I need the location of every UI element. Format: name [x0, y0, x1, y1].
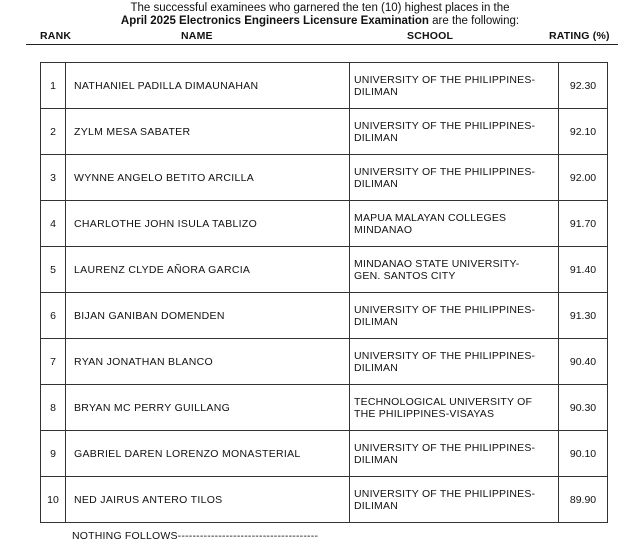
- table-row: [41, 477, 608, 523]
- rating-cell: 90.30: [559, 385, 608, 431]
- rank-cell: 5: [41, 247, 66, 293]
- rank-cell: 3: [41, 155, 66, 201]
- school-line-1: UNIVERSITY OF THE PHILIPPINES-: [354, 441, 536, 454]
- school-line-1: UNIVERSITY OF THE PHILIPPINES-: [354, 303, 536, 316]
- school-line-2: GEN. SANTOS CITY: [354, 269, 456, 282]
- exam-name: April 2025 Electronics Engineers Licensure Examination: [120, 15, 429, 27]
- table-row: [41, 109, 608, 155]
- rating-cell: 92.30: [559, 63, 608, 109]
- header-school: SCHOOL: [407, 30, 454, 42]
- table-row: [41, 293, 608, 339]
- name-cell: GABRIEL DAREN LORENZO MONASTERIAL: [66, 431, 350, 477]
- table-row: [41, 155, 608, 201]
- school-cell: [350, 385, 559, 431]
- rating-cell: 91.30: [559, 293, 608, 339]
- school-cell: [350, 201, 559, 247]
- rating-cell: 91.40: [559, 247, 608, 293]
- name-cell: BIJAN GANIBAN DOMENDEN: [66, 293, 350, 339]
- school-line-1: MAPUA MALAYAN COLLEGES: [354, 211, 507, 224]
- rank-cell: 6: [41, 293, 66, 339]
- rank-cell: 1: [41, 63, 66, 109]
- table-row: [41, 247, 608, 293]
- intro-line-1: The successful examinees who garnered the ten (10) highest places in the: [130, 2, 510, 14]
- school-cell: [350, 155, 559, 201]
- school-line-2: DILIMAN: [354, 85, 398, 98]
- rating-cell: 89.90: [559, 477, 608, 523]
- school-cell: [350, 477, 559, 523]
- school-line-2: DILIMAN: [354, 499, 398, 512]
- table-row: [41, 201, 608, 247]
- school-line-1: UNIVERSITY OF THE PHILIPPINES-: [354, 73, 536, 86]
- results-body: [41, 63, 608, 523]
- intro-text: [0, 2, 640, 28]
- school-cell: [350, 339, 559, 385]
- school-cell: [350, 63, 559, 109]
- intro-line-2-rest: are the following:: [428, 15, 520, 27]
- header-name: NAME: [181, 30, 213, 42]
- name-cell: RYAN JONATHAN BLANCO: [66, 339, 350, 385]
- header-rating: RATING (%): [549, 30, 610, 42]
- rating-cell: 92.00: [559, 155, 608, 201]
- school-line-2: DILIMAN: [354, 131, 398, 144]
- header-rule: [26, 44, 618, 45]
- school-cell: [350, 247, 559, 293]
- table-row: [41, 385, 608, 431]
- school-line-2: MINDANAO: [354, 223, 413, 236]
- table-row: [41, 339, 608, 385]
- name-cell: BRYAN MC PERRY GUILLANG: [66, 385, 350, 431]
- school-line-2: THE PHILIPPINES-VISAYAS: [354, 407, 495, 420]
- rank-cell: 4: [41, 201, 66, 247]
- school-line-2: DILIMAN: [354, 177, 398, 190]
- name-cell: NED JAIRUS ANTERO TILOS: [66, 477, 350, 523]
- name-cell: CHARLOTHE JOHN ISULA TABLIZO: [66, 201, 350, 247]
- name-cell: LAURENZ CLYDE AÑORA GARCIA: [66, 247, 350, 293]
- name-cell: NATHANIEL PADILLA DIMAUNAHAN: [66, 63, 350, 109]
- rating-cell: 91.70: [559, 201, 608, 247]
- rank-cell: 10: [41, 477, 66, 523]
- school-line-2: DILIMAN: [354, 453, 398, 466]
- name-cell: ZYLM MESA SABATER: [66, 109, 350, 155]
- intro-line-2: [0, 15, 640, 28]
- results-table: [40, 62, 608, 523]
- rating-cell: 90.40: [559, 339, 608, 385]
- school-line-2: DILIMAN: [354, 361, 398, 374]
- school-cell: [350, 109, 559, 155]
- name-cell: WYNNE ANGELO BETITO ARCILLA: [66, 155, 350, 201]
- nothing-follows: NOTHING FOLLOWS--------------------------------------: [72, 530, 319, 542]
- school-line-1: MINDANAO STATE UNIVERSITY-: [354, 257, 520, 270]
- school-line-1: UNIVERSITY OF THE PHILIPPINES-: [354, 349, 536, 362]
- school-line-1: TECHNOLOGICAL UNIVERSITY OF: [354, 395, 533, 408]
- rating-cell: 92.10: [559, 109, 608, 155]
- table-row: [41, 431, 608, 477]
- school-line-1: UNIVERSITY OF THE PHILIPPINES-: [354, 165, 536, 178]
- school-line-1: UNIVERSITY OF THE PHILIPPINES-: [354, 119, 536, 132]
- school-line-1: UNIVERSITY OF THE PHILIPPINES-: [354, 487, 536, 500]
- rank-cell: 7: [41, 339, 66, 385]
- header-rank: RANK: [40, 30, 72, 42]
- school-line-2: DILIMAN: [354, 315, 398, 328]
- school-cell: [350, 293, 559, 339]
- rank-cell: 8: [41, 385, 66, 431]
- rating-cell: 90.10: [559, 431, 608, 477]
- rank-cell: 9: [41, 431, 66, 477]
- rank-cell: 2: [41, 109, 66, 155]
- table-row: [41, 63, 608, 109]
- school-cell: [350, 431, 559, 477]
